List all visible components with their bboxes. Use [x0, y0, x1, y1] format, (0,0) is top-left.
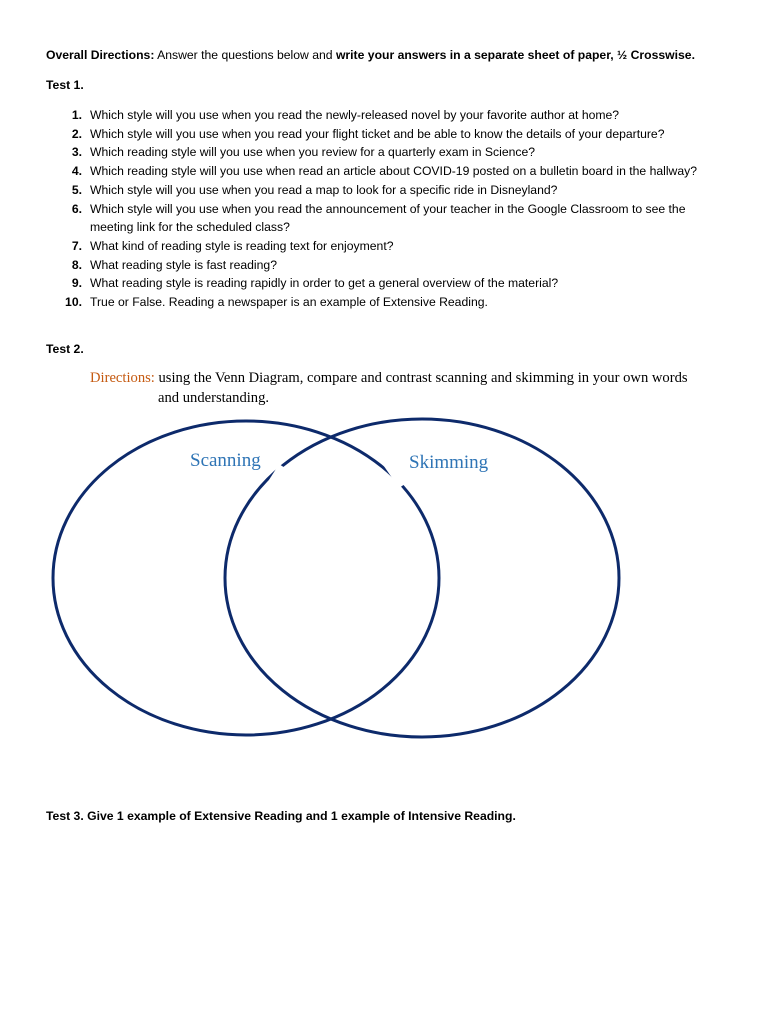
question-item — [46, 125, 746, 144]
question-item — [46, 293, 746, 312]
directions-label: Directions: — [90, 370, 155, 386]
question-text: Which style will you use when you read your flight ticket and be able to know the details of your departure? — [90, 126, 665, 141]
question-item — [46, 181, 746, 200]
question-text: Which reading style will you use when read an article about COVID-19 posted on a bulletin board in the hallway? — [90, 164, 698, 179]
question-item — [46, 237, 746, 256]
venn-label-skimming: Skimming — [409, 452, 489, 473]
test2-heading: Test 2. — [46, 342, 84, 356]
question-number: 3. — [71, 145, 82, 160]
test1-question-list — [46, 106, 746, 312]
overall-directions-emphasis: write your answers in a separate sheet of paper, ½ Crosswise. — [335, 48, 695, 62]
test1-heading: Test 1. — [46, 78, 84, 92]
question-number: 7. — [71, 238, 82, 253]
overall-directions — [46, 48, 695, 62]
question-text: What reading style is reading rapidly in order to get a general overview of the material? — [90, 276, 559, 291]
question-number: 9. — [71, 276, 82, 291]
question-number: 10. — [65, 295, 82, 310]
question-number: 5. — [71, 182, 82, 197]
question-text: Which style will you use when you read the newly-released novel by your favorite author at home? — [90, 108, 620, 122]
directions-text: using the Venn Diagram, compare and contrast scanning and skimming in your own words — [154, 370, 688, 386]
overall-directions-text: Answer the questions below and — [154, 48, 336, 62]
question-number: 8. — [71, 257, 82, 272]
venn-gap-right — [386, 463, 402, 486]
question-text: Which reading style will you use when you review for a quarterly exam in Science? — [90, 145, 536, 160]
question-item — [46, 162, 746, 181]
question-text: What reading style is fast reading? — [90, 257, 277, 272]
question-item — [46, 256, 746, 275]
question-number: 1. — [71, 108, 82, 122]
question-text: True or False. Reading a newspaper is an example of Extensive Reading. — [90, 295, 488, 310]
venn-diagram — [0, 400, 768, 760]
test3-heading: Test 3. Give 1 example of Extensive Reading and 1 example of Intensive Reading. — [46, 809, 516, 823]
question-number: 6. — [71, 201, 82, 216]
question-number: 4. — [71, 164, 82, 179]
directions-text-continued: and understanding. — [158, 389, 270, 406]
question-text: Which style will you use when you read the announcement of your teacher in the Google Classroom to see the — [90, 201, 686, 216]
question-number: 2. — [71, 126, 82, 141]
overall-directions-label: Overall Directions: — [46, 48, 155, 62]
question-item — [46, 143, 746, 162]
question-text: Which style will you use when you read a map to look for a specific ride in Disneyland? — [90, 182, 558, 197]
question-item — [46, 200, 746, 237]
venn-label-scanning: Scanning — [190, 450, 261, 471]
question-text: What kind of reading style is reading text for enjoyment? — [90, 238, 394, 253]
question-item — [46, 106, 746, 125]
question-text-continued: meeting link for the scheduled class? — [90, 220, 290, 235]
question-item — [46, 274, 746, 293]
